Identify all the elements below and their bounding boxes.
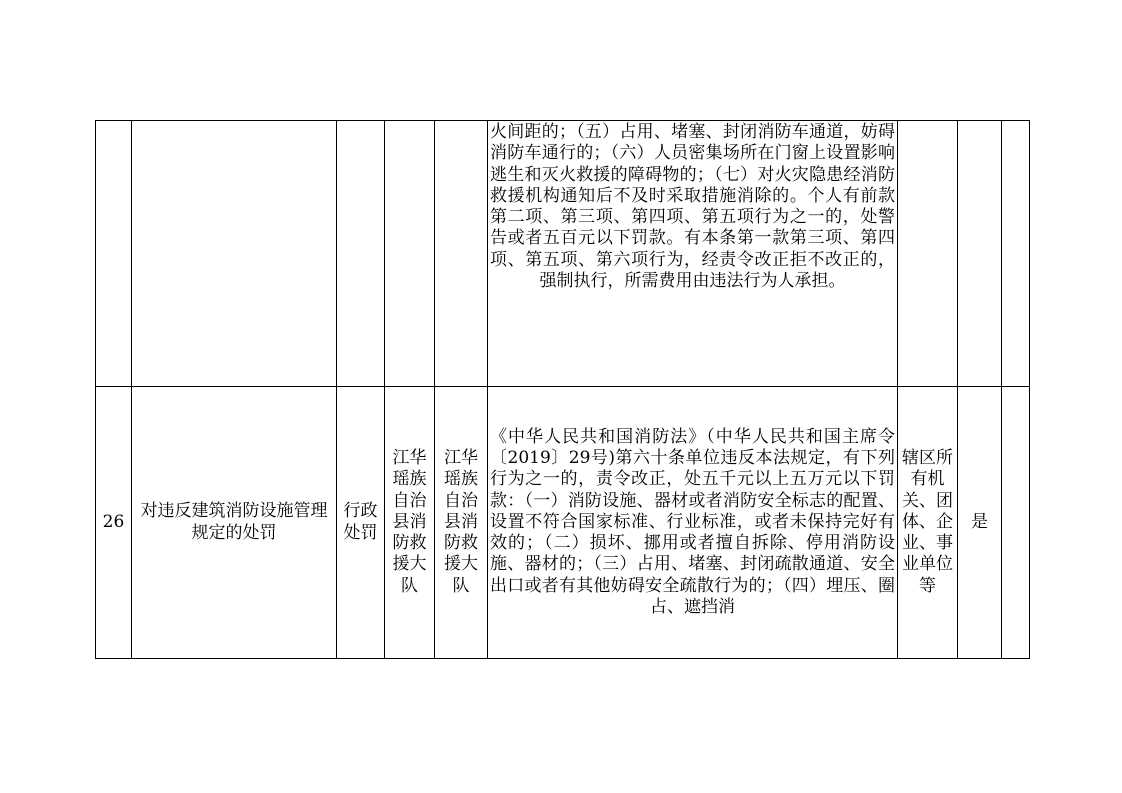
cell-org	[385, 121, 435, 387]
cell-flag	[958, 121, 1002, 387]
cell-flag: 是	[958, 387, 1002, 659]
cell-remark	[1002, 121, 1030, 387]
cell-number: 26	[96, 387, 132, 659]
cell-number	[96, 121, 132, 387]
cell-org-secondary	[435, 121, 488, 387]
table-row-26	[96, 387, 1030, 659]
cell-org: 江华瑶族自治县消防救援大队	[385, 387, 435, 659]
cell-type	[337, 121, 385, 387]
cell-legal-basis: 火间距的；（五）占用、堵塞、封闭消防车通道，妨碍消防车通行的；（六）人员密集场所在门窗上设置影响逃生和灭火救援的障碍物的；（七）对火灾隐患经消防救援机构通知后不及时采取措施消除的。个人有前款第二项、第三项、第四项、第五项行为之一的，处警告或者五百元以下罚款。有本条第一款第三项、第四项、第五项、第六项行为，经责令改正拒不改正的，强制执行，所需费用由违法行为人承担。	[488, 121, 898, 387]
cell-type: 行政处罚	[337, 387, 385, 659]
cell-target-object: 辖区所有机关、团体、企业、事业单位等	[898, 387, 958, 659]
cell-legal-basis: 《中华人民共和国消防法》（中华人民共和国主席令〔2019〕29号)第六十条单位违反本法规定，有下列行为之一的，责令改正，处五千元以上五万元以下罚款：（一）消防设施、器材或者消防安全标志的配置、设置不符合国家标准、行业标准，或者未保持完好有效的；（二）损坏、挪用或者擅自拆除、停用消防设施、器材的；（三）占用、堵塞、封闭疏散通道、安全出口或者有其他妨碍安全疏散行为的；（四）埋压、圈占、遮挡消	[488, 387, 898, 659]
cell-org-secondary: 江华瑶族自治县消防救援大队	[435, 387, 488, 659]
cell-item-name	[132, 121, 337, 387]
cell-target-object	[898, 121, 958, 387]
cell-remark	[1002, 387, 1030, 659]
table-row-continued	[96, 121, 1030, 387]
authority-list-table	[95, 120, 1030, 659]
cell-item-name: 对违反建筑消防设施管理规定的处罚	[132, 387, 337, 659]
